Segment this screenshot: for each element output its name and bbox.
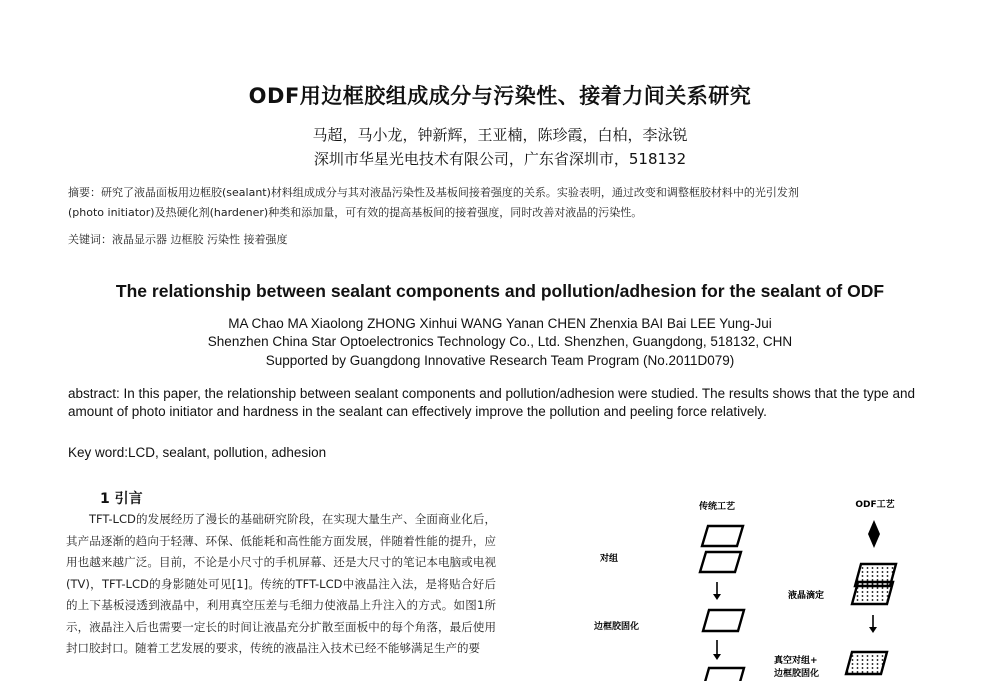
arrow-down-icon (713, 654, 721, 660)
funding-note: Supported by Guangdong Innovative Research Team Program (No.2011D079) (265, 353, 735, 368)
chinese-authors: 马超，马小龙，钟新辉，王亚楠，陈珍霞，白柏，李泳锐 (312, 126, 688, 144)
substrate-bottom-panel (700, 552, 741, 572)
english-title: The relationship between sealant components and pollution/adhesion for the sealant of ODF (115, 281, 885, 301)
lc-dropped-panel (852, 582, 893, 604)
intro-paragraph: TFT-LCD的发展经历了漫长的基础研究阶段，在实现大量生产、全面商业化后，其产品逐渐的趋向于轻薄、环保、低能耗和高性能方面发展，伴随着性能的提升，应用也越来越广泛。目前，不论是小尺寸的手机屏幕、还是大尺寸的笔记本电脑或电视(TV)，TFT-LCD的身影随处可见[1]。传统的TFT-LCD中液晶注入法，是将贴合好后的上下基板浸透到液晶中，利用真空压差与毛细力使液晶上升注入的方式。如图1所示，液晶注入后也需要一定长的时间让液晶充分扩散至面板中的每个角落，最后使用封口胶封口。随着工艺发展的要求，传统的液晶注入技术已经不能够满足生产的要 (66, 512, 496, 655)
figure-label-assemble: 对组 (600, 554, 619, 564)
process-figure (560, 490, 960, 681)
figure-label-cure: 边框胶固化 (594, 622, 640, 632)
figure-col-odf: ODF工艺 (855, 500, 895, 510)
chinese-title: ODF用边框胶组成成分与污染性、接着力间关系研究 (248, 84, 752, 108)
chinese-abstract-line-2: (photo initiator)及热硬化剂(hardener)种类和添加量，可有效的提高基板间的接着强度，同时改善对液晶的污染性。 (68, 206, 643, 219)
chinese-keywords: 关键词：液晶显示器 边框胶 污染性 接着强度 (68, 233, 288, 246)
cured-panel (703, 610, 744, 631)
english-authors: MA Chao MA Xiaolong ZHONG Xinhui WANG Yanan CHEN Zhenxia BAI Bai LEE Yung-Jui (228, 316, 772, 331)
english-abstract: abstract: In this paper, the relationship between sealant components and pollution/adhesion were studied. The results shows that the type and amount of photo initiator and hardness in the sealant can effectively improve the pollution and peeling force relatively. (68, 386, 916, 419)
english-affiliation: Shenzhen China Star Optoelectronics Technology Co., Ltd. Shenzhen, Guangdong, 518132, CHN (207, 334, 793, 349)
substrate-top-panel (702, 526, 743, 546)
figure-label-vacuum-2: 边框胶固化 (774, 669, 820, 679)
section-heading: 1 引言 (100, 491, 143, 507)
odf-stack (846, 520, 896, 674)
chinese-abstract-line-1: 摘要：研究了液晶面板用边框胶(sealant)材料组成成分与其对液晶污染性及基板间接着强度的关系。实验表明，通过改变和调整框胶材料中的光引发剂 (68, 186, 799, 199)
arrow-down-icon (869, 627, 877, 633)
vacuum-assembled-panel (846, 652, 887, 674)
chinese-affiliation: 深圳市华星光电技术有限公司，广东省深圳市，518132 (313, 150, 687, 168)
arrow-down-icon (713, 594, 721, 600)
dispenser-icon (868, 520, 880, 548)
figure-label-lc-drop: 液晶滴定 (788, 591, 825, 601)
intro-body (66, 509, 496, 660)
english-keywords: Key word:LCD, sealant, pollution, adhesion (68, 445, 327, 460)
figure-label-vacuum-1: 真空对组+ (774, 656, 818, 666)
next-panel (703, 668, 744, 681)
figure-col-traditional: 传统工艺 (698, 502, 736, 512)
traditional-stack (700, 526, 744, 681)
